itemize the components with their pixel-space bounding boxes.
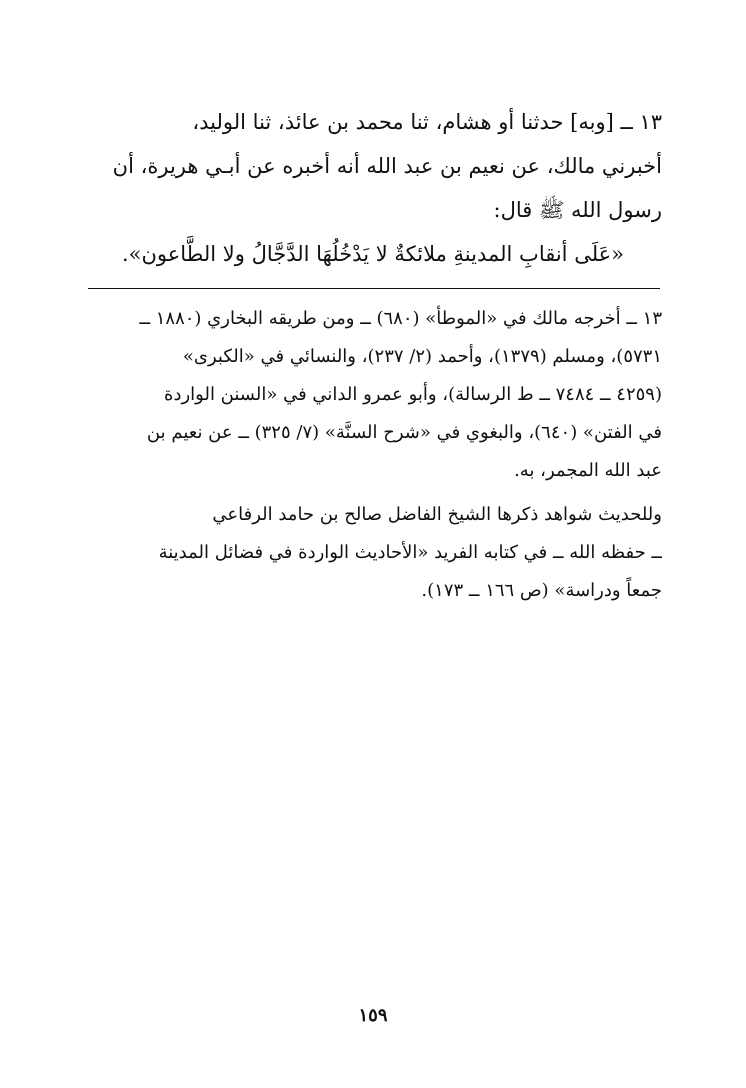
hadith-line-3: رسول الله ﷺ قال:: [493, 198, 662, 222]
hadith-quote-line: «عَلَى أنقابِ المدينةِ ملائكةٌ لا يَدْخُلُهَا الدَّجَّالُ ولا الطَّاعون».: [121, 242, 625, 266]
footnote-line-2: ٥٧٣١)، ومسلم (١٣٧٩)، وأحمد (٢/ ٢٣٧)، والنسائي في «الكبرى»: [182, 346, 662, 367]
footnote-block: [84, 300, 662, 490]
footnote-line-4: في الفتن» (٦٤٠)، والبغوي في «شرح السنَّة» (٧/ ٣٢٥) ــ عن نعيم بن: [146, 422, 662, 443]
note-line-2: ــ حفظه الله ــ في كتابه الفريد «الأحاديث الواردة في فضائل المدينة: [158, 542, 662, 563]
hadith-line-1: ١٣ ــ [وبه] حدثنا أو هشام، ثنا محمد بن عائذ، ثنا الوليد،: [192, 110, 662, 134]
note-line-1: وللحديث شواهد ذكرها الشيخ الفاضل صالح بن حامد الرفاعي: [212, 504, 662, 525]
footnote-line-5: عبد الله المجمر، به.: [514, 460, 662, 481]
hadith-text: [84, 100, 662, 276]
supporting-note: [84, 496, 662, 610]
footnote-line-3: (٤٢٥٩ ــ ٧٤٨٤ ــ ط الرسالة)، وأبو عمرو الداني في «السنن الواردة: [164, 384, 662, 405]
page-number: ١٥٩: [358, 1005, 388, 1026]
footnote-line-1: ١٣ ــ أخرجه مالك في «الموطأ» (٦٨٠) ــ ومن طريقه البخاري (١٨٨٠ ــ: [139, 308, 662, 329]
footnote-divider: [88, 288, 660, 289]
note-line-3: جمعاً ودراسة» (ص ١٦٦ ــ ١٧٣).: [421, 580, 662, 601]
hadith-line-2: أخبرني مالك، عن نعيم بن عبد الله أنه أخبره عن أبـي هريرة، أن: [112, 154, 662, 178]
